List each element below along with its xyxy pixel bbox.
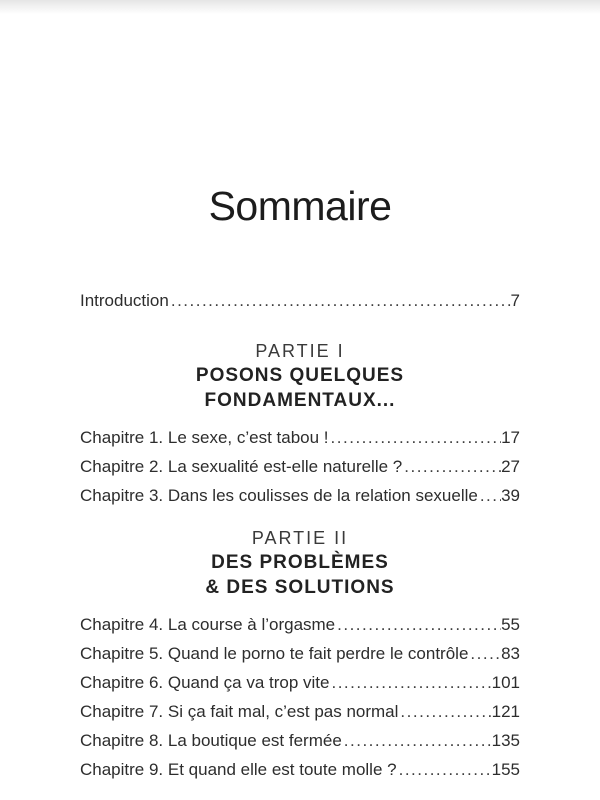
toc-entry-page: 17 bbox=[501, 428, 520, 448]
toc-entry-page: 135 bbox=[491, 731, 520, 751]
toc-entry-label: Chapitre 2. La sexualité est-elle naturelle ? bbox=[80, 457, 403, 477]
toc-entry-page: 155 bbox=[491, 760, 520, 780]
part-2-chapter-list bbox=[80, 610, 520, 784]
toc-entry-label: Chapitre 1. Le sexe, c’est tabou ! bbox=[80, 428, 329, 448]
toc-entry-page: 55 bbox=[501, 615, 520, 635]
toc-entry-label: Chapitre 5. Quand le porno te fait perdre le contrôle bbox=[80, 644, 469, 664]
part-1-subtitle-line-1: POSONS QUELQUES bbox=[195, 365, 405, 387]
part-1-heading bbox=[80, 339, 520, 413]
toc-entry-label: Introduction bbox=[80, 291, 169, 311]
toc-entry-label: Chapitre 7. Si ça fait mal, c’est pas normal bbox=[80, 702, 399, 722]
leader-dots bbox=[468, 639, 501, 668]
leader-dots bbox=[342, 726, 492, 755]
toc-entry-chapter-8 bbox=[80, 726, 520, 755]
leader-dots bbox=[335, 610, 501, 639]
toc-entry-chapter-9 bbox=[80, 755, 520, 784]
toc-entry-page: 39 bbox=[501, 486, 520, 506]
leader-dots bbox=[478, 481, 501, 510]
toc-entry-chapter-1 bbox=[80, 423, 520, 452]
toc-entry-page: 27 bbox=[501, 457, 520, 477]
toc-entry-chapter-5 bbox=[80, 639, 520, 668]
toc-entry-introduction bbox=[80, 286, 520, 315]
part-2-subtitle-line-2: & DES SOLUTIONS bbox=[205, 577, 395, 599]
toc-entry-label: Chapitre 9. Et quand elle est toute molle ? bbox=[80, 760, 397, 780]
part-2-subtitle-line-1: DES PROBLÈMES bbox=[211, 552, 389, 574]
toc-entry-chapter-2 bbox=[80, 452, 520, 481]
toc-entry-page: 101 bbox=[491, 673, 520, 693]
leader-dots bbox=[169, 286, 511, 315]
leader-dots bbox=[402, 452, 501, 481]
toc-entry-chapter-7 bbox=[80, 697, 520, 726]
toc-entry-chapter-6 bbox=[80, 668, 520, 697]
part-1-chapter-list bbox=[80, 423, 520, 510]
leader-dots bbox=[329, 423, 502, 452]
leader-dots bbox=[397, 755, 492, 784]
part-1-subtitle-line-2: FONDAMENTAUX... bbox=[204, 390, 396, 412]
part-1-title: PARTIE I bbox=[255, 341, 345, 362]
toc-entry-label: Chapitre 4. La course à l’orgasme bbox=[80, 615, 336, 635]
toc-entry-label: Chapitre 3. Dans les coulisses de la relation sexuelle bbox=[80, 486, 478, 506]
toc-entry-chapter-3 bbox=[80, 481, 520, 510]
toc-entry-label: Chapitre 8. La boutique est fermée bbox=[80, 731, 342, 751]
toc-entry-label: Chapitre 6. Quand ça va trop vite bbox=[80, 673, 330, 693]
toc-content bbox=[80, 286, 520, 784]
toc-entry-chapter-4 bbox=[80, 610, 520, 639]
page-title: Sommaire bbox=[208, 183, 392, 229]
toc-entry-page: 7 bbox=[510, 291, 520, 311]
part-2-title: PARTIE II bbox=[251, 528, 349, 549]
toc-entry-page: 121 bbox=[491, 702, 520, 722]
leader-dots bbox=[329, 668, 491, 697]
part-2-heading bbox=[80, 526, 520, 600]
leader-dots bbox=[398, 697, 491, 726]
toc-entry-page: 83 bbox=[501, 644, 520, 664]
